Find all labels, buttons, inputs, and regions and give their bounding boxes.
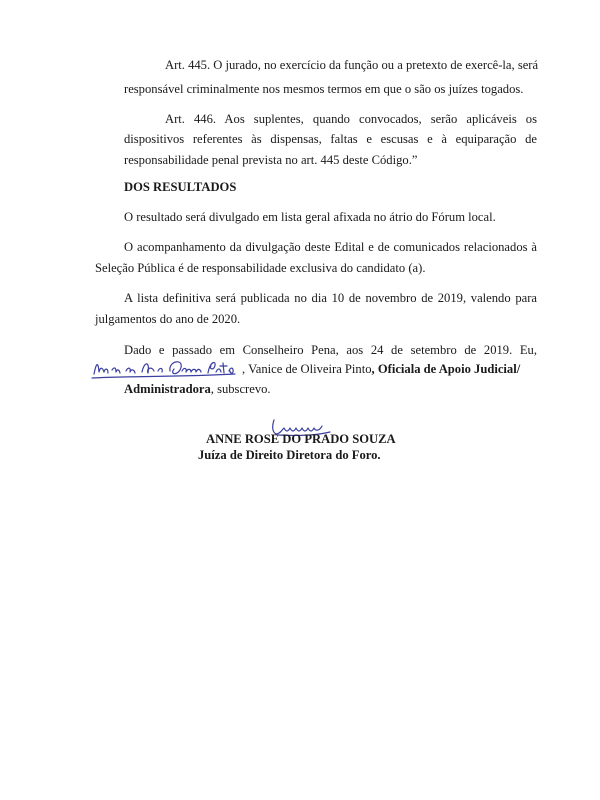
results-paragraph-2-line2: Seleção Pública é de responsabilidade exclusiva do candidato (a). [95, 261, 426, 275]
closing-line1: Dado e passado em Conselheiro Pena, aos 24 de setembro de 2019. Eu, [124, 343, 537, 357]
art445-line1: Art. 445. O jurado, no exercício da função ou a pretexto de exercê-la, será [165, 58, 539, 72]
art446-line2: dispositivos referentes às dispensas, faltas e escusas e à equiparação de [124, 132, 537, 146]
results-paragraph-2-line1: O acompanhamento da divulgação deste Edital e de comunicados relacionados à [124, 240, 537, 254]
results-paragraph-1: O resultado será divulgado em lista geral afixada no átrio do Fórum local. [124, 210, 496, 224]
closing-line3 [124, 382, 271, 397]
clerk-handwritten-signature [90, 354, 240, 382]
results-paragraph-3-line2: julgamentos do ano de 2020. [95, 312, 241, 326]
art446-line3: responsabilidade penal prevista no art. 445 deste Código.” [124, 153, 418, 167]
signatory-name: ANNE ROSE DO PRADO SOUZA [206, 432, 396, 446]
signatory-title: Juíza de Direito Diretora do Foro. [198, 448, 381, 462]
subscrevo-text: , subscrevo. [210, 382, 271, 396]
clerk-role-continuation: Administradora [124, 382, 211, 396]
art445-line2: responsável criminalmente nos mesmos termos em que o são os juízes togados. [124, 82, 524, 96]
section-heading: DOS RESULTADOS [124, 180, 237, 194]
art446-line1: Art. 446. Aos suplentes, quando convocados, serão aplicáveis os [165, 112, 537, 126]
results-paragraph-3-line1: A lista definitiva será publicada no dia 10 de novembro de 2019, valendo para [124, 291, 537, 305]
clerk-name-text: , Vanice de Oliveira Pinto [242, 362, 372, 376]
closing-line2 [242, 362, 520, 377]
clerk-role-text: , Oficiala de Apoio Judicial/ [371, 362, 521, 376]
